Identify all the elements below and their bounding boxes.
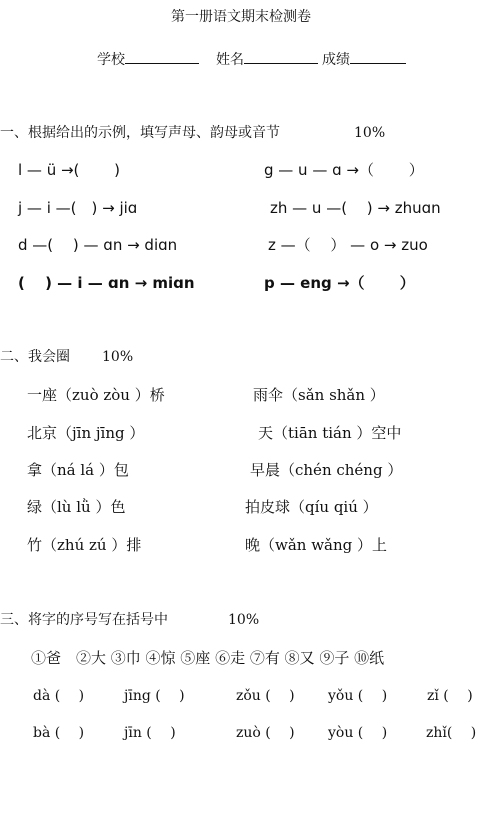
section3-points: 10%	[228, 612, 260, 628]
s1-item-1: l — ü →( )	[18, 161, 121, 179]
score-label: 成绩	[322, 52, 350, 68]
s1-item-4: zh — u —( ) → zhuɑn	[270, 199, 441, 217]
s1-item-8: p — eng →（ ）	[264, 274, 415, 292]
score-field	[322, 50, 406, 69]
s1-item-6: z —（ ） — o → zuo	[268, 236, 428, 254]
s3-r2-item-2: jīn ( )	[124, 725, 176, 741]
school-blank	[125, 50, 199, 64]
s2-item-4: 天（tiān tián ）空中	[258, 424, 402, 442]
s3-r2-item-1: bà ( )	[33, 725, 85, 741]
s3-r1-item-3: zǒu ( )	[236, 688, 295, 704]
s2-item-7: 绿（lù lǜ ）色	[27, 498, 126, 516]
s3-r2-item-4: yòu ( )	[328, 725, 388, 741]
s3-r1-item-2: jīng ( )	[124, 688, 185, 704]
s2-item-6: 早晨（chén chéng ）	[250, 461, 403, 479]
section2-points: 10%	[102, 349, 134, 365]
s3-r1-item-5: zǐ ( )	[427, 688, 473, 704]
s2-item-10: 晚（wǎn wǎng ）上	[245, 536, 388, 554]
s1-item-7: ( ) — i — ɑn → miɑn	[18, 274, 195, 292]
school-label: 学校	[97, 52, 125, 68]
section3-heading: 三、将字的序号写在括号中	[0, 612, 168, 628]
s1-item-3: j — i —( ) → jiɑ	[18, 199, 138, 217]
s3-char-list: ①爸 ②大 ③巾 ④惊 ⑤座 ⑥走 ⑦有 ⑧又 ⑨子 ⑩纸	[31, 649, 385, 667]
s3-r2-item-5: zhǐ( )	[426, 725, 477, 741]
s2-item-2: 雨伞（sǎn shǎn ）	[253, 386, 385, 404]
page-title: 第一册语文期末检测卷	[171, 9, 311, 25]
s1-item-5: d —( ) — ɑn → diɑn	[18, 236, 178, 254]
s3-r1-item-4: yǒu ( )	[328, 688, 388, 704]
name-field	[216, 50, 318, 69]
school-field	[97, 50, 199, 69]
s2-item-8: 拍皮球（qíu qiú ）	[245, 498, 378, 516]
s2-item-9: 竹（zhú zú ）排	[27, 536, 142, 554]
section1-heading: 一、根据给出的示例，填写声母、韵母或音节	[0, 125, 280, 141]
s2-item-5: 拿（ná lá ）包	[27, 461, 129, 479]
section2-heading: 二、我会圈	[0, 349, 70, 365]
name-blank	[244, 50, 318, 64]
s1-item-2: g — u — ɑ →（ ）	[264, 161, 424, 179]
name-label: 姓名	[216, 52, 244, 68]
s2-item-3: 北京（jīn jīng ）	[27, 424, 145, 442]
s3-r1-item-1: dà ( )	[33, 688, 85, 704]
s3-r2-item-3: zuò ( )	[236, 725, 295, 741]
section1-points: 10%	[354, 125, 386, 141]
s2-item-1: 一座（zuò zòu ）桥	[27, 386, 165, 404]
score-blank	[350, 50, 406, 64]
